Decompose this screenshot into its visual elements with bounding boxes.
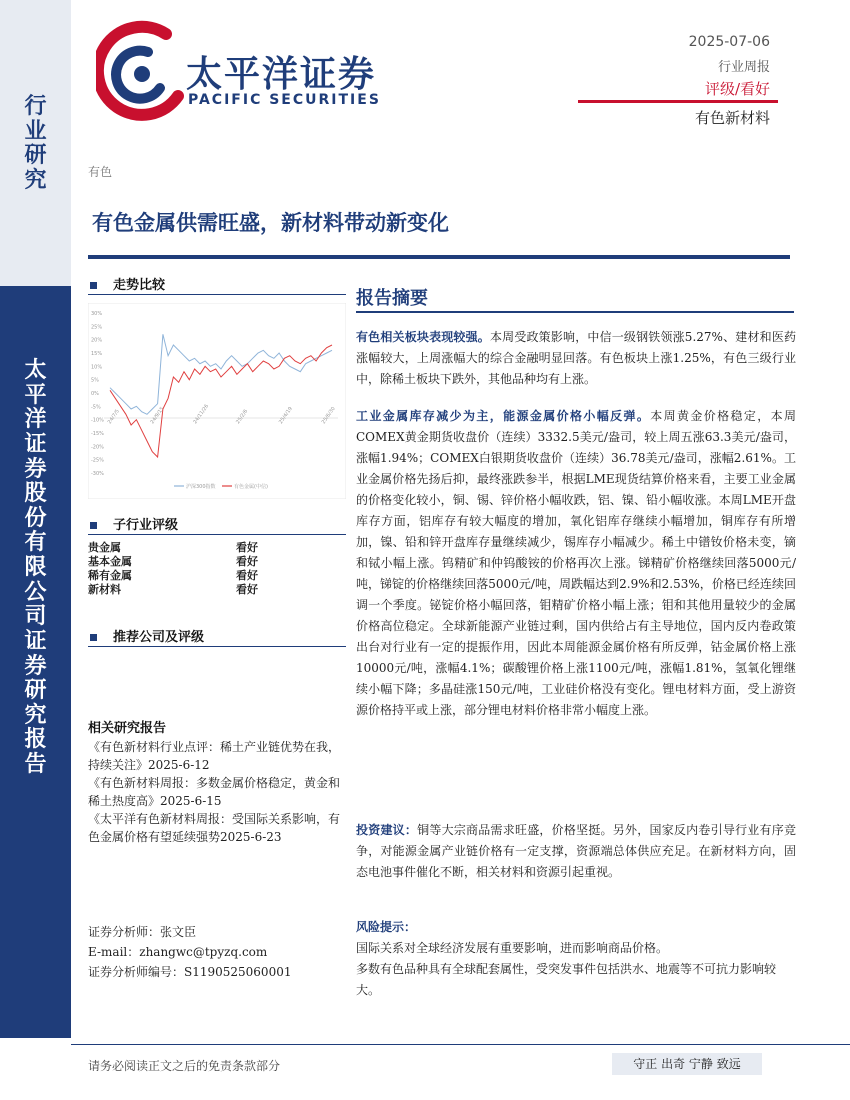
- vertical-char: 司: [24, 603, 47, 630]
- summary-title: 报告摘要: [356, 288, 428, 309]
- x-tick-label: 24/9/15: [149, 405, 166, 426]
- vertical-char: 太: [24, 357, 47, 383]
- square-bullet-icon: [90, 522, 97, 529]
- risk-item: 国际关系对全球经济发展有重要影响，进而影响商品价格。: [356, 941, 669, 955]
- vertical-char: 份: [24, 504, 47, 531]
- vertical-char: 证: [24, 430, 47, 457]
- analyst-email[interactable]: E-mail：zhangwc@tpyzq.com: [88, 945, 268, 959]
- risk-item: 多数有色品种具有全球配套属性，受突发事件包括洪水、地震等不可抗力影响较大。: [356, 962, 777, 997]
- page-title: 有色金属供需旺盛，新材料带动新变化: [92, 210, 449, 235]
- paragraph-body: 本周黄金价格稳定，本周COMEX黄金期货收盘价（连续）3332.5美元/盎司，较上周五涨63.3美元/盎司，涨幅1.94%；COMEX白银期货收盘价（连续）36.78美元/盎司，涨幅2.61%。工业金属价格先扬后抑，最终涨跌参半，根据LME现货结算价格来看，主要工业金属的价格变化较小，铜、锡、锌价格小幅收跌，铝、镍、铅小幅收涨。本周LME开盘库存方面，铝库存有较大幅度的增加，氧化铝库存继续小幅增加，铜库存有所增加，镍、铅和锌开盘库存量继续减少，锡库存小幅减少。稀土中镨钕价格未变，镝和铽小幅上涨。钨精矿和仲钨酸铵的价格再次上涨。锑精矿价格继续回落5000元/吨，锑锭的价格继续回落5000元/吨，周跌幅达到2.9%和2.53%，价格已经连续回调一个季度。铋锭价格小幅回落，钼精矿价格小幅上涨；钼和其他用量较少的金属价格高位稳定。全球新能源产业链过剩，国内供给占有主导地位，国内反内卷政策出台对行业有一定的提振作用，因此本周能源金属价格有所反弹，钴金属价格上涨10000元/吨，涨幅4.1%；碳酸锂价格上涨1100元/吨，涨幅1.81%，氢氧化锂继续小幅下降；多晶硅涨150元/吨，工业硅价格没有变化。锂电材料方面，受上游资源价格持平或上涨，部分锂电材料价格非常小幅度上涨。: [356, 409, 796, 717]
- trend-section-rule: [88, 294, 346, 295]
- vertical-char: 股: [24, 480, 47, 507]
- vertical-char: 洋: [24, 406, 47, 433]
- paragraph-lead: 有色相关板块表现较强。: [356, 330, 490, 344]
- sub-industry-name: 新材料: [88, 583, 121, 596]
- report-date: 2025-07-06: [688, 34, 770, 50]
- title-divider: [88, 255, 790, 259]
- sub-industry-name: 基本金属: [88, 555, 132, 568]
- paragraph-lead: 工业金属库存减少为主，能源金属价格小幅反弹。: [356, 409, 651, 423]
- vertical-char: 业: [24, 117, 47, 144]
- trend-heading-text: 走势比较: [113, 278, 166, 293]
- table-row: [88, 555, 346, 569]
- logo-english-name: PACIFIC SECURITIES: [188, 92, 381, 108]
- summary-rule: [356, 311, 794, 313]
- vertical-char: 报: [24, 726, 47, 753]
- x-tick-label: 25/6/30: [320, 405, 337, 426]
- sub-industry-rating: 看好: [236, 569, 258, 582]
- legend-label-nonferrous: 有色金属(中信): [234, 484, 268, 490]
- y-tick-label: -25%: [91, 457, 104, 464]
- report-sector: 有色新材料: [694, 109, 770, 127]
- recommend-heading-text: 推荐公司及评级: [113, 630, 205, 645]
- table-row: [88, 569, 346, 583]
- x-tick-label: 24/11/26: [192, 403, 211, 426]
- summary-paragraph-investment: [356, 820, 796, 883]
- report-type: 行业周报: [717, 60, 770, 75]
- vertical-char: 平: [24, 381, 47, 408]
- recommend-rule: [88, 646, 346, 647]
- x-tick-label: 25/2/6: [235, 408, 250, 426]
- sub-industry-rating: 看好: [236, 555, 258, 568]
- vertical-char: 究: [24, 701, 47, 728]
- vertical-char: 限: [24, 554, 47, 580]
- x-tick-label: 25/4/19: [277, 405, 294, 426]
- recommend-heading: [90, 626, 204, 645]
- vertical-char: 券: [24, 455, 47, 482]
- vertical-char: 告: [24, 751, 47, 777]
- related-report-item[interactable]: 《太平洋有色新材料周报：受国际关系影响，有色金属价格有望延续强势2025-6-23: [88, 812, 341, 844]
- table-row: [88, 541, 346, 555]
- risk-heading: 风险提示：: [356, 920, 417, 934]
- y-tick-label: 0%: [91, 391, 99, 397]
- industry-rating: 评级/看好: [704, 80, 770, 98]
- square-bullet-icon: [90, 634, 97, 641]
- vertical-char: 研: [24, 677, 47, 704]
- analyst-cert: 证券分析师编号：S1190525060001: [88, 965, 292, 979]
- vertical-char: 究: [24, 166, 47, 193]
- y-tick-label: 30%: [91, 311, 103, 317]
- y-tick-label: 15%: [91, 351, 103, 357]
- vertical-label-industry-research: [0, 94, 71, 193]
- analyst-info: [88, 922, 358, 982]
- risk-body: [356, 938, 796, 1001]
- paragraph-lead: 投资建议：: [356, 823, 418, 837]
- sub-ratings-heading: [90, 514, 178, 533]
- chart-frame: [88, 303, 346, 499]
- logo-emblem-icon: [98, 27, 178, 115]
- vertical-char: 有: [24, 529, 47, 556]
- footer-rule: [71, 1044, 850, 1045]
- related-reports-heading: 相关研究报告: [88, 721, 167, 736]
- category-label: 有色: [88, 165, 113, 179]
- y-tick-label: -10%: [91, 417, 104, 424]
- y-tick-label: -20%: [91, 444, 104, 451]
- sub-ratings-table: [88, 541, 346, 597]
- square-bullet-icon: [90, 282, 97, 289]
- y-tick-label: 5%: [91, 377, 99, 384]
- footer-motto: 守正 出奇 宁静 致远: [612, 1053, 762, 1075]
- header-red-rule: [578, 100, 778, 103]
- y-tick-label: 10%: [91, 364, 103, 371]
- vertical-char: 行: [24, 93, 47, 119]
- x-tick-label: 24/7/5: [106, 408, 121, 426]
- sub-industry-rating: 看好: [236, 583, 258, 596]
- legend-label-hs300: 沪深300指数: [186, 484, 216, 490]
- vertical-char: 公: [24, 578, 47, 605]
- vertical-char: 券: [24, 652, 47, 679]
- y-tick-label: 20%: [91, 337, 103, 344]
- related-reports-list: [88, 738, 350, 846]
- summary-paragraph-sector: [356, 327, 796, 390]
- y-tick-label: -5%: [91, 404, 101, 411]
- paragraph-body: 铜等大宗商品需求旺盛，价格坚挺。另外，国家反内卷引导行业有序竞争，对能源金属产业链价格有一定支撑，资源端总体供应充足。在新材料方向，固态电池事件催化不断，相关材料和资源引起重视。: [356, 823, 796, 879]
- vertical-char: 研: [24, 142, 47, 169]
- sub-ratings-heading-text: 子行业评级: [113, 518, 179, 533]
- y-tick-label: -30%: [91, 471, 104, 477]
- sub-industry-name: 贵金属: [88, 541, 121, 554]
- vertical-label-company-name: [0, 358, 71, 777]
- vertical-char: 证: [24, 627, 47, 654]
- trend-section-heading: [90, 274, 165, 293]
- footer-disclaimer: 请务必阅读正文之后的免责条款部分: [88, 1059, 281, 1073]
- sub-ratings-rule: [88, 534, 346, 535]
- y-tick-label: 25%: [91, 324, 103, 331]
- paragraph-body: 本周受政策影响，中信一级钢铁领涨5.27%、建材和医药涨幅较大，上周涨幅大的综合金融明显回落。有色板块上涨1.25%，有色三级行业中，除稀土板块下跌外，其他品种均有上涨。: [356, 330, 796, 386]
- y-tick-label: -15%: [91, 431, 104, 437]
- summary-paragraph-metals: [356, 406, 796, 721]
- logo-chinese-name: 太平洋证券: [186, 54, 377, 95]
- analyst-name: 证券分析师：张文臣: [88, 925, 197, 939]
- sub-industry-rating: 看好: [236, 541, 258, 554]
- trend-chart: [88, 303, 346, 499]
- related-report-item[interactable]: 《有色新材料行业点评：稀土产业链优势在我，持续关注》2025-6-12: [88, 740, 341, 772]
- sub-industry-name: 稀有金属: [88, 569, 132, 582]
- related-report-item[interactable]: 《有色新材料周报：多数金属价格稳定，黄金和稀土热度高》2025-6-15: [88, 776, 341, 808]
- table-row: [88, 583, 346, 597]
- left-sidebar: [0, 0, 71, 1100]
